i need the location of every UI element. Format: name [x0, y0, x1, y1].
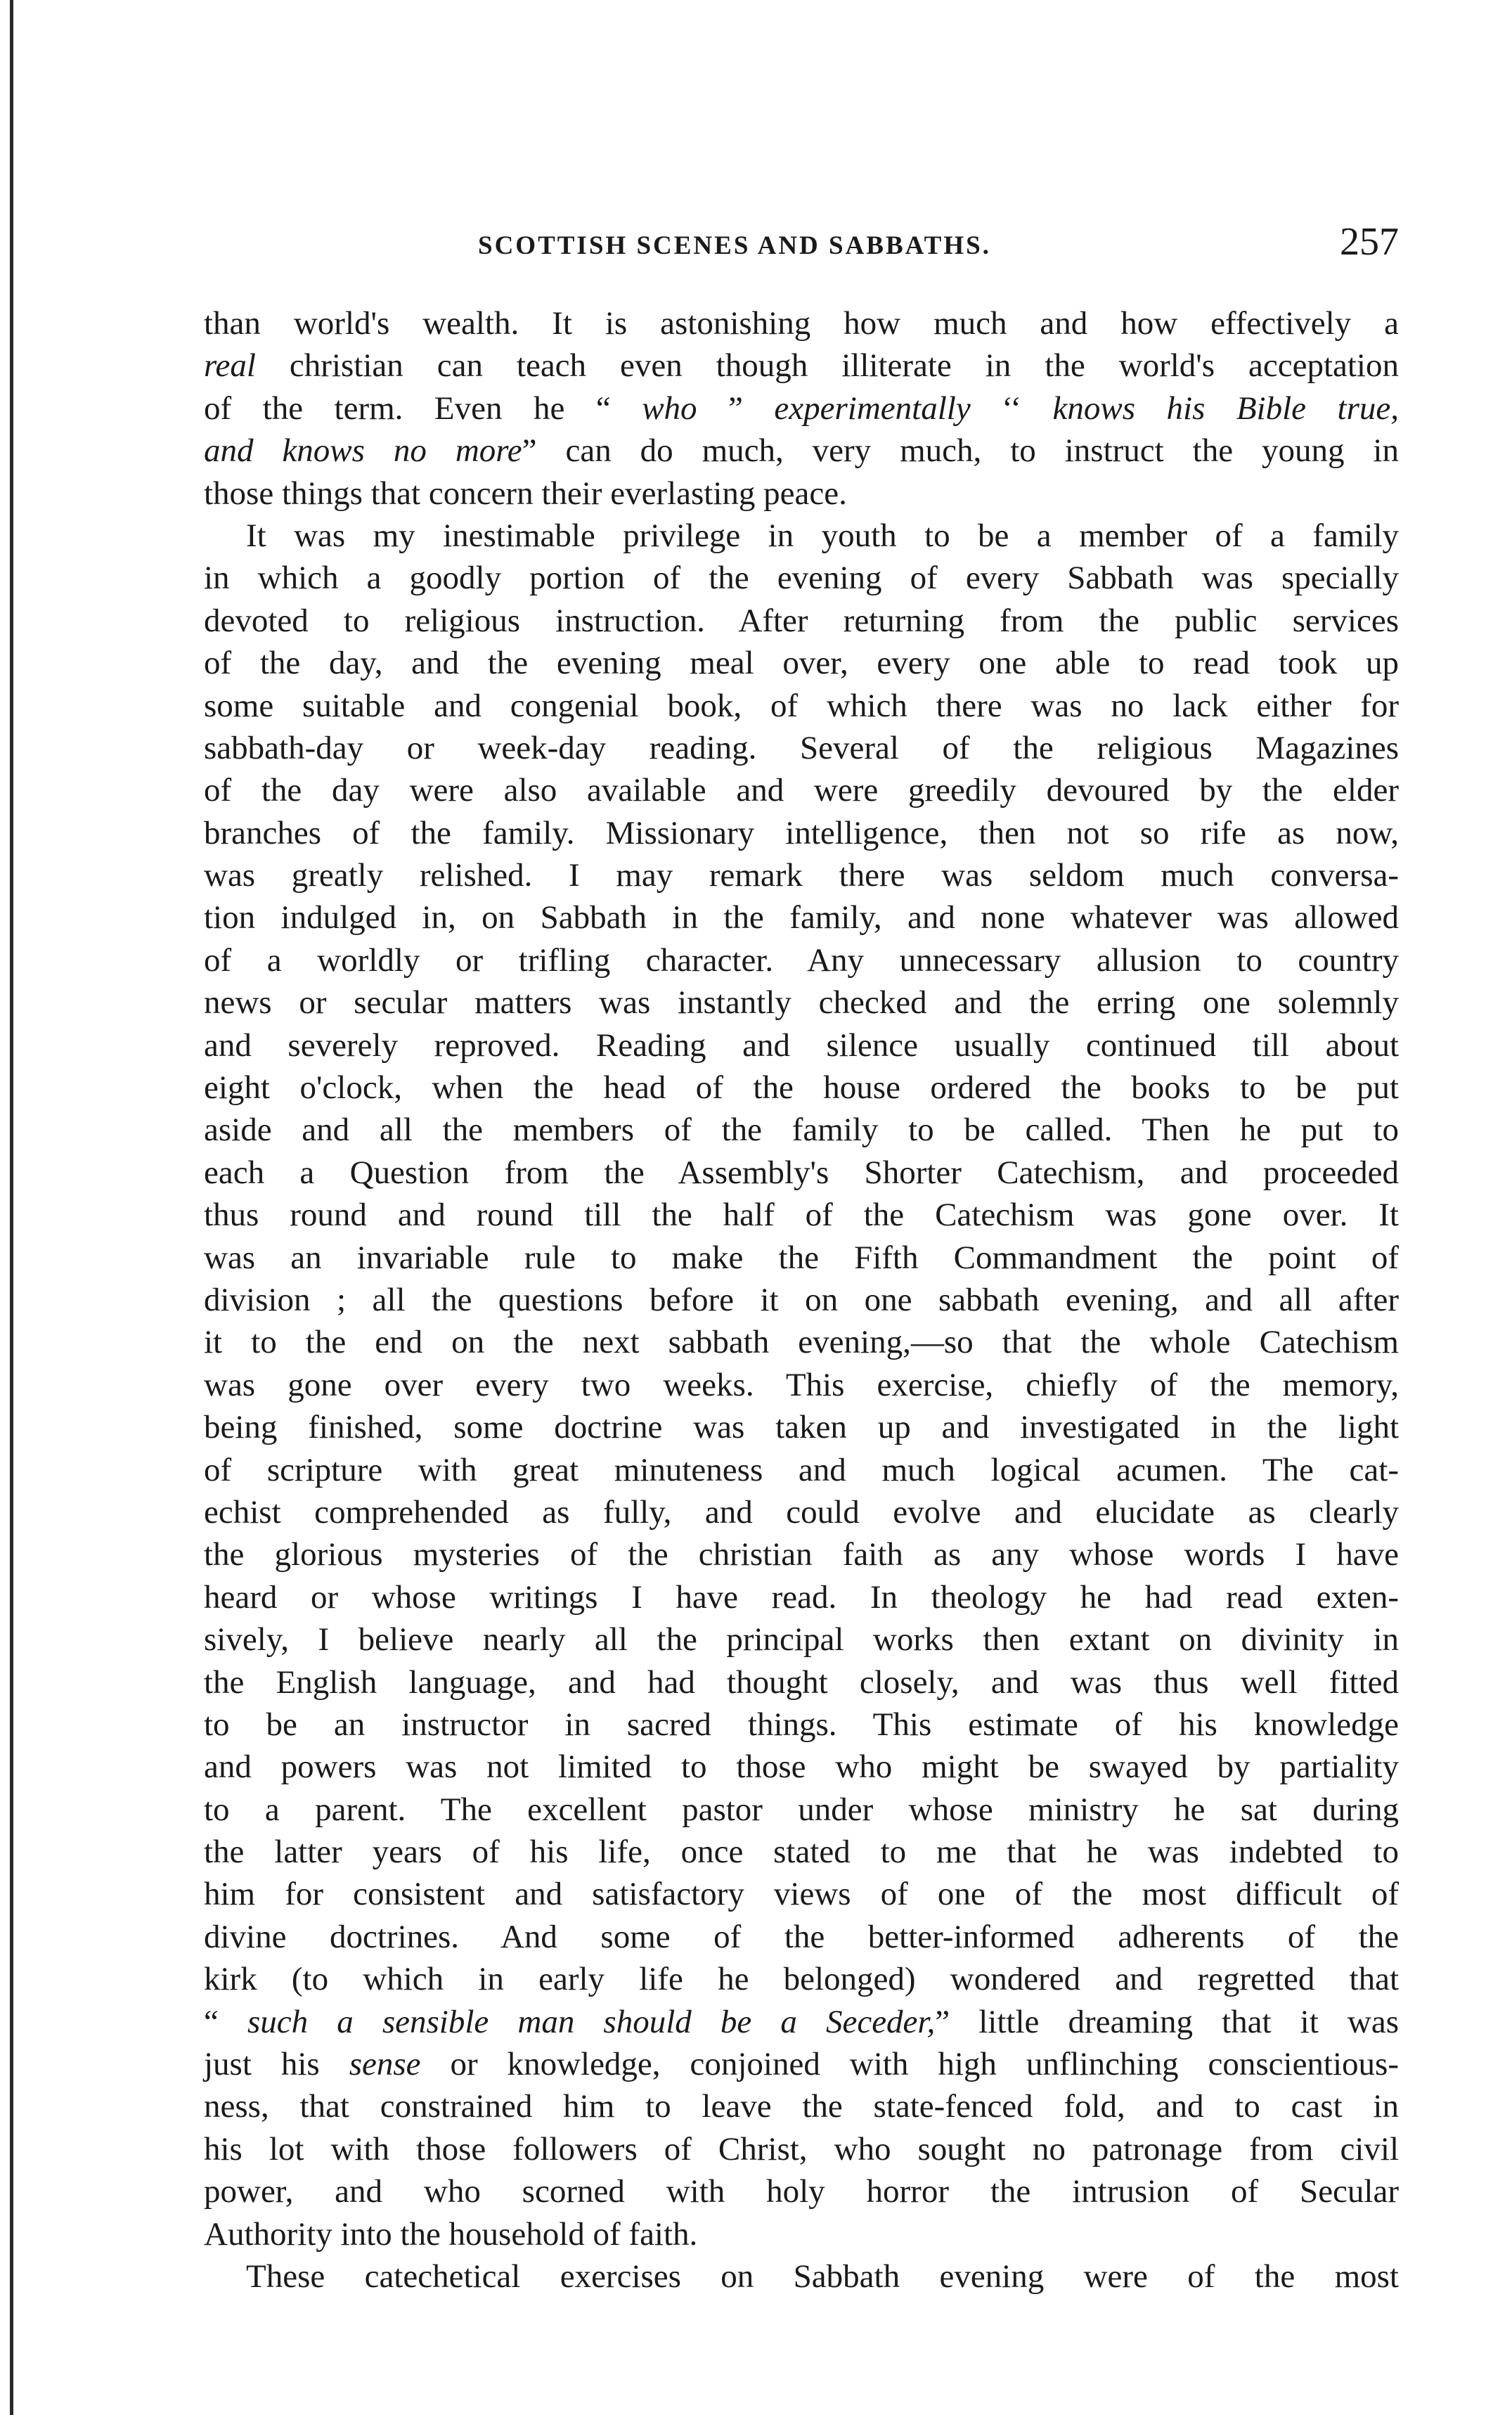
text-line	[204, 1916, 1399, 1958]
text-line	[204, 896, 1399, 939]
text-segment: the glorious mysteries of the christian faith as any whose words I have	[204, 1536, 1399, 1573]
text-segment: just his	[204, 2046, 349, 2083]
text-line	[204, 430, 1399, 472]
text-segment: his lot with those followers of Christ, who sought no patronage from civil	[204, 2130, 1399, 2168]
text-line	[204, 387, 1399, 430]
text-segment: of a worldly or trifling character. Any unnecessary allusion to country	[204, 941, 1399, 979]
text-segment: to a parent. The excellent pastor under whose ministry he sat during	[204, 1791, 1399, 1828]
text-segment: it to the end on the next sabbath evening,—so that the whole Catechism	[204, 1324, 1399, 1361]
text-segment: and powers was not limited to those who might be swayed by partiality	[204, 1749, 1399, 1786]
text-line	[204, 1364, 1399, 1406]
text-line	[204, 472, 1399, 515]
text-line	[204, 1279, 1399, 1321]
text-segment: thus round and round till the half of the Catechism was gone over. It	[204, 1197, 1399, 1234]
running-head	[204, 211, 1399, 274]
text-segment: was greatly relished. I may remark there was seldom much conversa-	[204, 857, 1399, 894]
text-line	[204, 1449, 1399, 1491]
italic-text: experimentally	[774, 389, 971, 427]
text-line	[204, 769, 1399, 811]
text-segment: power, and who scorned with holy horror the intrusion of Secular	[204, 2173, 1399, 2210]
text-line	[204, 344, 1399, 387]
text-segment: in which a goodly portion of the evening of every Sabbath was specially	[204, 560, 1399, 597]
text-segment: sabbath-day or week-day reading. Several of the religious Magazines	[204, 729, 1399, 766]
text-segment: heard or whose writings I have read. In theology he had read exten-	[204, 1578, 1399, 1616]
text-line	[204, 2085, 1399, 2127]
text-segment: some suitable and congenial book, of which there was no lack either for	[204, 687, 1399, 724]
text-line	[204, 1618, 1399, 1661]
italic-text: such a sensible man should be a Seceder,	[247, 2003, 936, 2040]
text-segment: was an invariable rule to make the Fifth Commandment the point of	[204, 1239, 1399, 1276]
text-segment: to be an instructor in sacred things. This estimate of his knowledge	[204, 1706, 1399, 1743]
page-binding-edge	[10, 0, 13, 2415]
text-segment: ”	[697, 389, 775, 427]
text-segment: of the day were also available and were greedily devoured by the elder	[204, 772, 1399, 809]
text-segment: the latter years of his life, once stated to me that he was indebted to	[204, 1834, 1399, 1871]
text-line	[204, 1194, 1399, 1236]
text-line	[204, 1576, 1399, 1618]
text-segment: of the day, and the evening meal over, every one able to read took up	[204, 645, 1399, 682]
text-line	[204, 1661, 1399, 1704]
text-segment: or knowledge, conjoined with high unflinching conscientious-	[420, 2046, 1399, 2083]
text-segment: of the term. Even he “	[204, 389, 642, 427]
text-line	[204, 1109, 1399, 1151]
italic-text: knows his Bible true,	[1052, 389, 1399, 427]
text-segment: of scripture with great minuteness and much logical acumen. The cat-	[204, 1451, 1399, 1488]
text-segment: ” can do much, very much, to instruct the young in	[522, 432, 1399, 470]
body-text	[204, 302, 1399, 2298]
page-number: 257	[1340, 220, 1399, 264]
text-line	[204, 1958, 1399, 2000]
text-line	[204, 600, 1399, 642]
text-segment: ness, that constrained him to leave the state-fenced fold, and to cast in	[204, 2088, 1399, 2125]
text-segment: “	[204, 2003, 247, 2040]
text-segment: It was my inestimable privilege in youth to be a member of a family	[246, 517, 1399, 554]
text-segment: being finished, some doctrine was taken up and investigated in the light	[204, 1409, 1399, 1446]
text-line	[204, 2213, 1399, 2255]
text-segment: than world's wealth. It is astonishing how much and how effectively a	[204, 305, 1399, 342]
text-segment: each a Question from the Assembly's Shorter Catechism, and proceeded	[204, 1154, 1399, 1191]
text-segment: tion indulged in, on Sabbath in the family, and none whatever was allowed	[204, 899, 1399, 936]
text-line	[204, 515, 1399, 557]
italic-text: sense	[349, 2046, 421, 2083]
text-line	[204, 812, 1399, 854]
text-segment: division ; all the questions before it on one sabbath evening, and all after	[204, 1281, 1399, 1318]
text-line	[204, 642, 1399, 684]
text-segment: Authority into the household of faith.	[204, 2215, 698, 2253]
text-segment: ” little dreaming that it was	[935, 2003, 1399, 2040]
text-line	[204, 1491, 1399, 1533]
text-line	[204, 1746, 1399, 1788]
text-line	[204, 2255, 1399, 2298]
text-segment: christian can teach even though illiterate in the world's acceptation	[255, 347, 1399, 385]
text-segment: him for consistent and satisfactory views of one of the most difficult of	[204, 1876, 1399, 1913]
text-line	[204, 981, 1399, 1024]
text-line	[204, 1831, 1399, 1873]
text-segment: eight o'clock, when the head of the house ordered the books to be put	[204, 1069, 1399, 1107]
text-line	[204, 1789, 1399, 1831]
text-segment: devoted to religious instruction. After returning from the public services	[204, 602, 1399, 639]
text-segment: was gone over every two weeks. This exercise, chiefly of the memory,	[204, 1366, 1399, 1403]
text-line	[204, 1533, 1399, 1576]
text-segment: These catechetical exercises on Sabbath evening were of the most	[246, 2258, 1399, 2295]
italic-text: real	[204, 347, 256, 385]
text-line	[204, 557, 1399, 599]
text-line	[204, 1704, 1399, 1746]
text-line	[204, 1067, 1399, 1109]
text-segment: ‘‘	[970, 389, 1053, 427]
text-line	[204, 1237, 1399, 1279]
text-segment: and severely reproved. Reading and silence usually continued till about	[204, 1026, 1399, 1064]
italic-text: and knows no more	[204, 432, 522, 470]
book-page	[204, 211, 1399, 2298]
italic-text: who	[642, 389, 697, 427]
text-line	[204, 854, 1399, 896]
text-segment: those things that concern their everlasting peace.	[204, 475, 847, 512]
text-segment: echist comprehended as fully, and could evolve and elucidate as clearly	[204, 1493, 1399, 1531]
text-segment: branches of the family. Missionary intelligence, then not so rife as now,	[204, 814, 1399, 851]
text-line	[204, 939, 1399, 981]
text-line	[204, 1406, 1399, 1448]
text-line	[204, 1873, 1399, 1915]
text-line	[204, 302, 1399, 344]
text-line	[204, 1321, 1399, 1363]
text-segment: aside and all the members of the family to be called. Then he put to	[204, 1112, 1399, 1149]
text-line	[204, 727, 1399, 769]
running-title: SCOTTISH SCENES AND SABBATHS.	[478, 231, 991, 260]
text-segment: divine doctrines. And some of the better-informed adherents of the	[204, 1918, 1399, 1955]
text-line	[204, 2043, 1399, 2085]
text-segment: news or secular matters was instantly checked and the erring one solemnly	[204, 984, 1399, 1022]
text-line	[204, 1024, 1399, 1067]
text-segment: sively, I believe nearly all the principal works then extant on divinity in	[204, 1621, 1399, 1659]
text-line	[204, 2001, 1399, 2043]
text-line	[204, 2128, 1399, 2170]
text-line	[204, 1152, 1399, 1194]
text-segment: the English language, and had thought closely, and was thus well fitted	[204, 1663, 1399, 1701]
text-line	[204, 2170, 1399, 2213]
text-line	[204, 685, 1399, 727]
text-segment: kirk (to which in early life he belonged) wondered and regretted that	[204, 1961, 1399, 1998]
